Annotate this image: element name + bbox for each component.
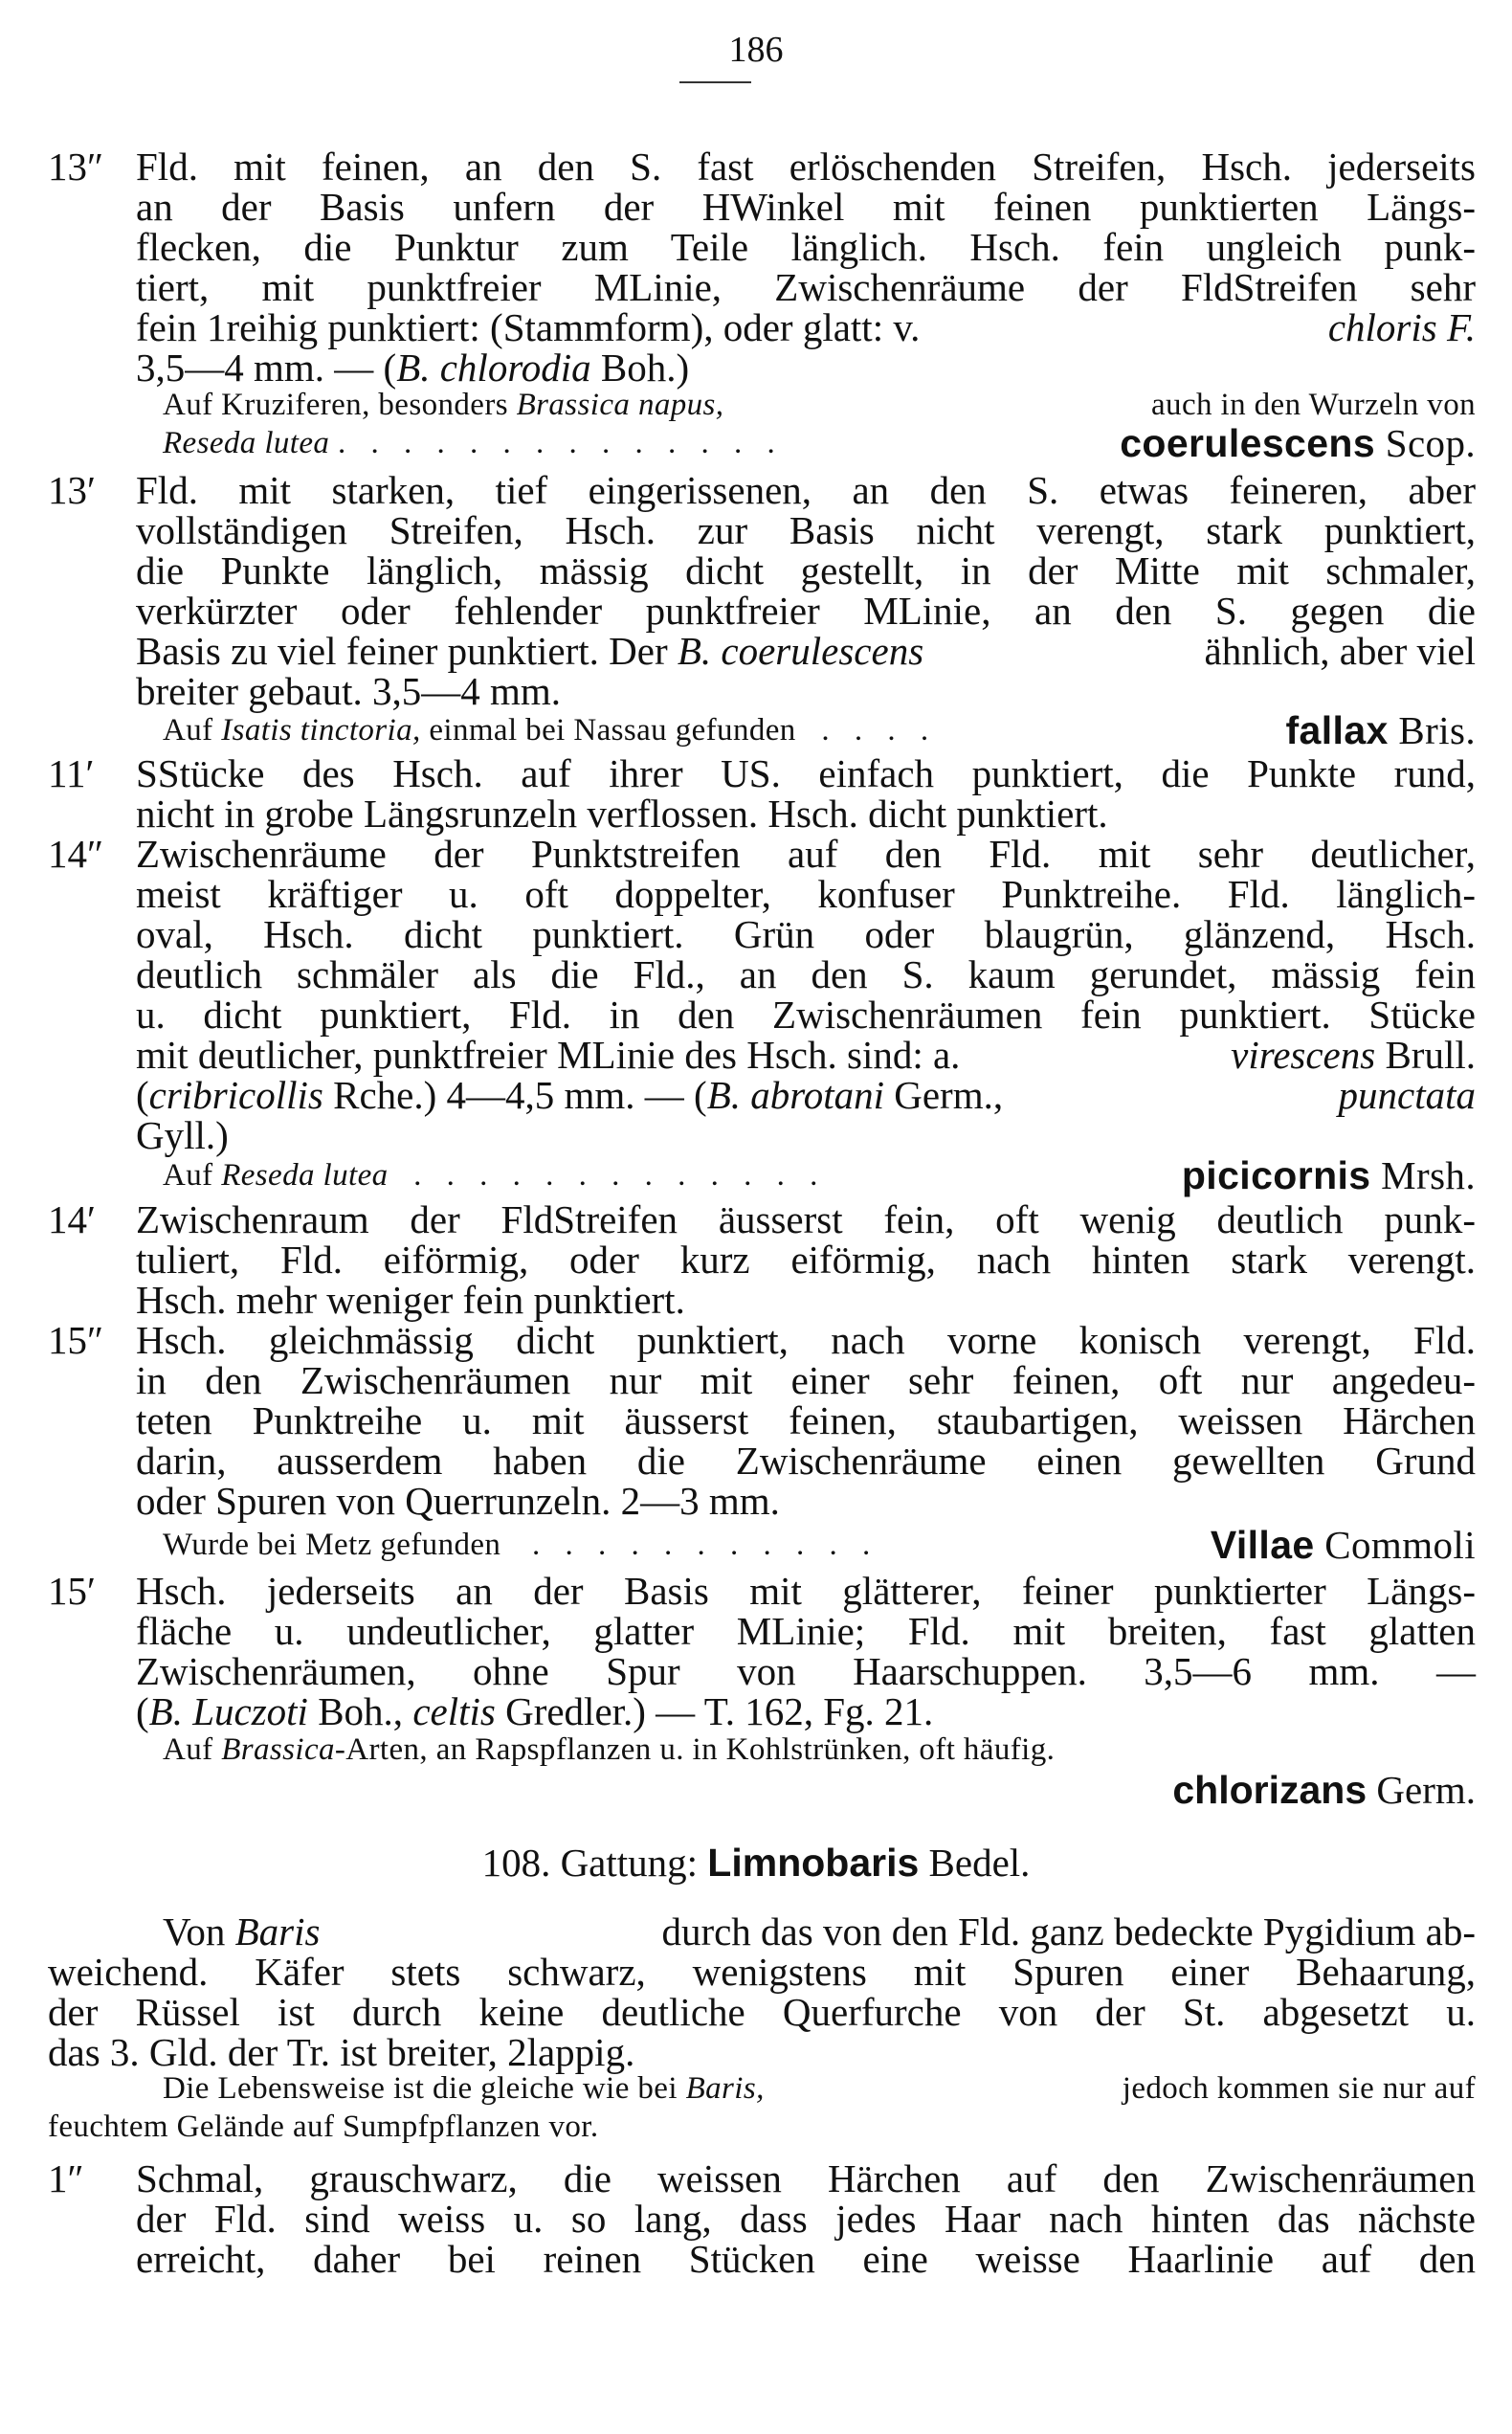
couplet-label: 14′ — [48, 1197, 96, 1241]
text-line: Hsch. mehr weniger fein punktiert. — [136, 1278, 685, 1322]
text-line: der Rüssel ist durch keine deutliche Querfurche von der St. abgesetzt u. — [48, 1990, 1476, 2034]
habitat-line: Auf Kruziferen, besonders Brassica napus, auch in den Wurzeln von — [163, 388, 1476, 422]
couplet-label: 11′ — [48, 751, 95, 795]
species-name: chlorizans — [1172, 1768, 1367, 1812]
text-line: tuliert, Fld. eiförmig, oder kurz eiförmig, nach hinten stark verengt. — [136, 1238, 1476, 1282]
couplet-label: 13″ — [48, 145, 104, 189]
text-line: deutlich schmäler als die Fld., an den S. kaum gerundet, mässig fein — [136, 952, 1476, 996]
couplet-label: 1″ — [48, 2156, 84, 2200]
text-line: Zwischenräume der Punktstreifen auf den Fld. mit sehr deutlicher, — [136, 832, 1476, 876]
couplet-label: 14″ — [48, 832, 104, 876]
text-line: erreicht, daher bei reinen Stücken eine weisse Haarlinie auf den — [136, 2237, 1476, 2281]
text-line: teten Punktreihe u. mit äusserst feinen, staubartigen, weissen Härchen — [136, 1398, 1476, 1442]
text-line: nicht in grobe Längsrunzeln verflossen. Hsch. dicht punktiert. — [136, 792, 1108, 836]
text-line: die Punkte länglich, mässig dicht gestellt, in der Mitte mit schmaler, — [136, 548, 1476, 592]
species-name: coerulescens — [1120, 421, 1376, 465]
text-line: verkürzter oder fehlender punktfreier MLinie, an den S. gegen die — [136, 589, 1476, 633]
text-line: u. dicht punktiert, Fld. in den Zwischenräumen fein punktiert. Stücke — [136, 993, 1476, 1037]
text-line: Zwischenräumen, ohne Spur von Haarschuppen. 3,5—6 mm. — — [136, 1649, 1476, 1693]
species-name: fallax — [1285, 708, 1389, 752]
text-line: Zwischenraum der FldStreifen äusserst fein, oft wenig deutlich punk- — [136, 1197, 1476, 1241]
species-name: picicornis — [1181, 1153, 1371, 1197]
habitat-line: Auf Brassica-Arten, an Rapspflanzen u. in Kohlstrünken, oft häufig. — [163, 1732, 1056, 1767]
text-line: Gyll.) — [136, 1113, 229, 1157]
text-line: der Fld. sind weiss u. so lang, dass jedes Haar nach hinten das nächste — [136, 2197, 1476, 2241]
text-line: 3,5—4 mm. — (B. chlorodia Boh.) — [136, 346, 690, 390]
text-line: darin, ausserdem haben die Zwischenräume einen gewellten Grund — [136, 1439, 1476, 1483]
text-line: oval, Hsch. dicht punktiert. Grün oder blaugrün, glänzend, Hsch. — [136, 912, 1476, 956]
species-line: chlorizans Germ. — [1172, 1768, 1476, 1812]
text-line: mit deutlicher, punktfreier MLinie des Hsch. sind: a. virescens Brull. — [136, 1033, 1476, 1077]
text-line: Hsch. gleichmässig dicht punktiert, nach vorne konisch verengt, Fld. — [136, 1318, 1476, 1362]
habitat-line: Auf Isatis tinctoria, einmal bei Nassau gefunden . . . . fallax Bris. — [163, 708, 1476, 752]
text-line: in den Zwischenräumen nur mit einer sehr feinen, oft nur angedeu- — [136, 1358, 1476, 1402]
text-line: flecken, die Punktur zum Teile länglich. Hsch. fein ungleich punk- — [136, 225, 1476, 269]
genus-heading: 108. Gattung: Limnobaris Bedel. — [481, 1841, 1031, 1885]
text-line: meist kräftiger u. oft doppelter, konfuser Punktreihe. Fld. länglich- — [136, 872, 1476, 916]
text-line: tiert, mit punktfreier MLinie, Zwischenräume der FldStreifen sehr — [136, 265, 1476, 309]
text-line: oder Spuren von Querrunzeln. 2—3 mm. — [136, 1479, 780, 1523]
text-line: fläche u. undeutlicher, glatter MLinie; Fld. mit breiten, fast glatten — [136, 1609, 1476, 1653]
text-line: Fld. mit feinen, an den S. fast erlöschenden Streifen, Hsch. jederseits — [136, 145, 1476, 189]
species-name: chloris F. — [1327, 305, 1476, 349]
text-line: SStücke des Hsch. auf ihrer US. einfach punktiert, die Punkte rund, — [136, 751, 1476, 795]
page-number: 186 — [0, 29, 1512, 71]
text-line: an der Basis unfern der HWinkel mit feinen punktierten Längs- — [136, 185, 1476, 229]
text-line: Die Lebensweise ist die gleiche wie bei Baris, jedoch kommen sie nur auf — [163, 2071, 1476, 2106]
habitat-line: Auf Reseda lutea . . . . . . . . . . . . . picicornis Mrsh. — [163, 1153, 1476, 1197]
text-line: Hsch. jederseits an der Basis mit glätterer, feiner punktierter Längs- — [136, 1569, 1476, 1613]
text-line: fein 1reihig punktiert: (Stammform), oder glatt: v. chloris F. — [136, 305, 1476, 349]
text-line: vollständigen Streifen, Hsch. zur Basis nicht verengt, stark punktiert, — [136, 508, 1476, 552]
couplet-label: 15″ — [48, 1318, 104, 1362]
text-line: Schmal, grauschwarz, die weissen Härchen auf den Zwischenräumen — [136, 2156, 1476, 2200]
text-line: feuchtem Gelände auf Sumpfpflanzen vor. — [48, 2110, 599, 2144]
text-line: breiter gebaut. 3,5—4 mm. — [136, 669, 562, 713]
text-line: (cribricollis Rche.) 4—4,5 mm. — (B. abrotani Germ., punctata — [136, 1073, 1476, 1117]
text-line: weichend. Käfer stets schwarz, wenigstens mit Spuren einer Behaarung, — [48, 1950, 1476, 1994]
text-line: das 3. Gld. der Tr. ist breiter, 2lappig. — [48, 2030, 635, 2074]
habitat-line: Reseda lutea . . . . . . . . . . . . . . coerulescens Scop. — [163, 421, 1476, 465]
habitat-line: Wurde bei Metz gefunden . . . . . . . . . . . Villae Commoli — [163, 1523, 1476, 1567]
text-line: Basis zu viel feiner punktiert. Der B. coerulescens ähnlich, aber viel — [136, 629, 1476, 673]
text-line: (B. Luczoti Boh., celtis Gredler.) — T. 162, Fg. 21. — [136, 1689, 934, 1733]
synonym-name: B. chlorodia — [396, 346, 591, 390]
species-name: Villae — [1210, 1523, 1315, 1567]
text-line: Fld. mit starken, tief eingerissenen, an den S. etwas feineren, aber — [136, 468, 1476, 512]
couplet-label: 15′ — [48, 1569, 96, 1613]
couplet-label: 13′ — [48, 468, 96, 512]
text-line: Von Baris durch das von den Fld. ganz bedeckte Pygidium ab- — [163, 1909, 1476, 1954]
genus-name: Limnobaris — [707, 1841, 920, 1885]
